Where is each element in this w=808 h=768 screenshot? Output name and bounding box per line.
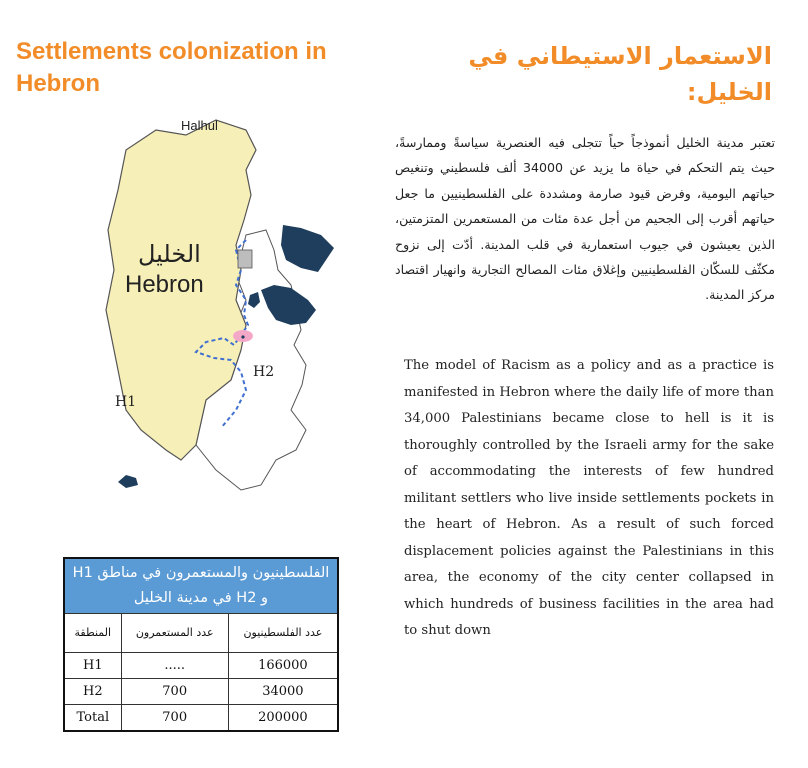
map-label-city-arabic: الخليل (138, 240, 201, 268)
table-caption: الفلسطينيون والمستعمرون في مناطق H1 و H2 في مدينة الخليل (64, 558, 338, 614)
settlement-kiryat-arba (281, 225, 334, 272)
table-row (64, 679, 338, 705)
cell-area: H2 (64, 679, 121, 705)
body-text-arabic: تعتبر مدينة الخليل أنموذجاً حياً تتجلى فيه العنصرية سياسةً وممارسةً، حيث يتم التحكم في حياة ما يزيد عن 34000 ألف فلسطيني وتنغيص حياتهم اليومية، وفرض قيود صارمة ومشددة على الفلسطينيين ما جعل حياتهم أقرب إلى الجحيم من أجل عدة مئات من المستعمرين المتزمتين، الذين يعيشون في جيوب استعمارية في قلب المدينة. أدّت إلى نزوح مكثّف للسكّان الفلسطينيين وإغلاق مئات المصالح التجارية وانهيار اقتصاد مركز المدينة. (395, 135, 775, 303)
settlement-southwest (118, 475, 138, 488)
table-row (64, 653, 338, 679)
old-city-dot (241, 335, 244, 338)
cell-palestinians: 34000 (228, 679, 338, 705)
page-title-english: Settlements colonization in Hebron (16, 38, 327, 97)
cell-palestinians: 200000 (228, 705, 338, 732)
body-text-english: The model of Racism as a policy and as a practice is manifested in Hebron where the daily life of more than 34,000 Palestinians became close to hell is it is thoroughly controlled by the Israeli army for the sake of accommodating the interests of few hundred militant settlers who live inside settlements pockets in the heart of Hebron. As a result of such forced displacement policies against the Palestinians in this area, the economy of the city center collapsed in which hundreds of business facilities in the area had to shut down (404, 358, 774, 638)
cell-colonizers: ..... (121, 653, 228, 679)
map-label-h1: H1 (115, 394, 137, 410)
map-label-city-english: Hebron (125, 271, 204, 298)
cell-area: Total (64, 705, 121, 732)
population-table (63, 557, 339, 732)
cell-palestinians: 166000 (228, 653, 338, 679)
page-title-arabic: الاستعمار الاستيطاني في الخليل: (468, 42, 772, 106)
header-palestinians: عدد الفلسطينيون (228, 614, 338, 653)
cell-area: H1 (64, 653, 121, 679)
header-colonizers: عدد المستعمرون (121, 614, 228, 653)
header-area: المنطقة (64, 614, 121, 653)
hebron-map (96, 110, 376, 495)
grey-block (238, 250, 252, 268)
table-row (64, 705, 338, 732)
map-label-h2: H2 (253, 364, 275, 380)
map-label-halhul: Halhul (181, 118, 218, 133)
cell-colonizers: 700 (121, 705, 228, 732)
cell-colonizers: 700 (121, 679, 228, 705)
